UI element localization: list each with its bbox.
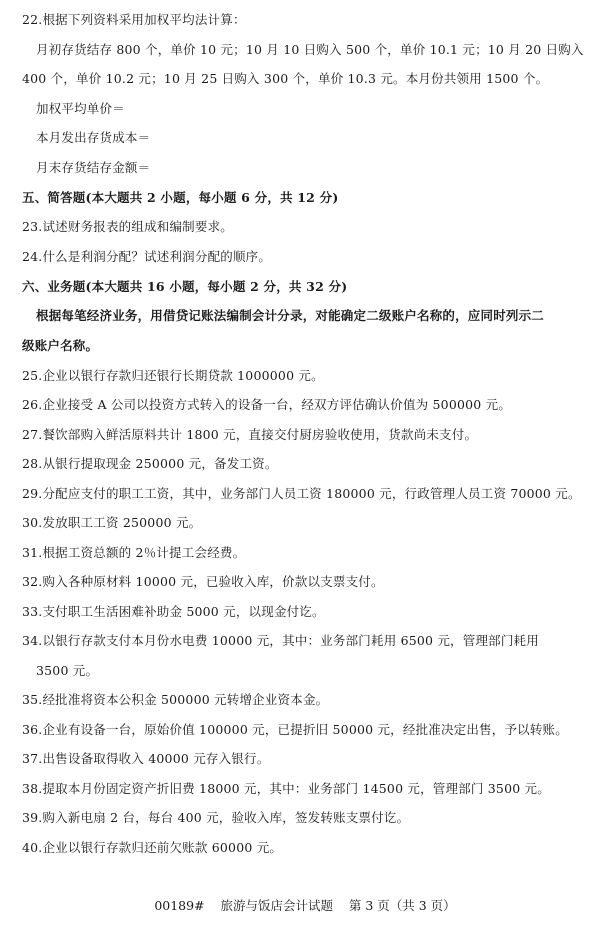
question-34-line-1: 34.以银行存款支付本月份水电费 10000 元，其中：业务部门耗用 6500 元，管理部门耗用 bbox=[22, 633, 539, 648]
section-6-instruction-1: 根据每笔经济业务，用借贷记账法编制会计分录，对能确定二级账户名称的，应同时列示二 bbox=[36, 308, 545, 323]
question-24: 24.什么是利润分配？试述利润分配的顺序。 bbox=[22, 249, 272, 264]
q22-item-2: 本月发出存货成本＝ bbox=[36, 130, 151, 145]
question-31: 31.根据工资总额的 2％计提工会经费。 bbox=[22, 545, 246, 560]
question-32: 32.购入各种原材料 10000 元，已验收入库，价款以支票支付。 bbox=[22, 574, 384, 589]
q22-item-1: 加权平均单价＝ bbox=[36, 101, 125, 116]
question-33: 33.支付职工生活困难补助金 5000 元，以现金付讫。 bbox=[22, 604, 325, 619]
q22-item-3: 月末存货结存金额＝ bbox=[36, 160, 151, 175]
question-36: 36.企业有设备一台，原始价值 100000 元，已提折旧 50000 元，经批准决定出售，予以转账。 bbox=[22, 722, 568, 737]
question-28: 28.从银行提取现金 250000 元，备发工资。 bbox=[22, 456, 278, 471]
question-40: 40.企业以银行存款归还前欠账款 60000 元。 bbox=[22, 840, 283, 855]
q22-text-1: 月初存货结存 800 个，单价 10 元；10 月 10 日购入 500 个，单价 10.1 元；10 月 20 日购入 bbox=[36, 42, 584, 57]
q22-title: 22.根据下列资料采用加权平均法计算： bbox=[22, 12, 246, 27]
q22-text-2: 400 个，单价 10.2 元；10 月 25 日购入 300 个，单价 10.3 元。本月份共领用 1500 个。 bbox=[22, 71, 549, 86]
page-footer: 00189# 旅游与饭店会计试题 第 3 页（共 3 页） bbox=[154, 898, 456, 913]
question-25: 25.企业以银行存款归还银行长期贷款 1000000 元。 bbox=[22, 368, 324, 383]
question-37: 37.出售设备取得收入 40000 元存入银行。 bbox=[22, 751, 270, 766]
question-23: 23.试述财务报表的组成和编制要求。 bbox=[22, 219, 233, 234]
question-29: 29.分配应支付的职工工资，其中，业务部门人员工资 180000 元，行政管理人员工资 70000 元。 bbox=[22, 486, 581, 501]
section-6-header: 六、业务题(本大题共 16 小题，每小题 2 分，共 32 分) bbox=[22, 279, 348, 294]
section-5-header: 五、简答题(本大题共 2 小题，每小题 6 分，共 12 分) bbox=[22, 190, 339, 205]
question-34-line-2: 3500 元。 bbox=[36, 663, 99, 678]
question-38: 38.提取本月份固定资产折旧费 18000 元，其中：业务部门 14500 元，管理部门 3500 元。 bbox=[22, 781, 550, 796]
question-35: 35.经批准将资本公积金 500000 元转增企业资本金。 bbox=[22, 692, 329, 707]
question-26: 26.企业接受 A 公司以投资方式转入的设备一台，经双方评估确认价值为 500000 元。 bbox=[22, 397, 512, 412]
question-39: 39.购入新电扇 2 台，每台 400 元，验收入库，签发转账支票付讫。 bbox=[22, 810, 410, 825]
question-30: 30.发放职工工资 250000 元。 bbox=[22, 515, 202, 530]
question-27: 27.餐饮部购入鲜活原料共计 1800 元，直接交付厨房验收使用，货款尚未支付。 bbox=[22, 427, 478, 442]
section-6-instruction-2: 级账户名称。 bbox=[22, 338, 99, 353]
